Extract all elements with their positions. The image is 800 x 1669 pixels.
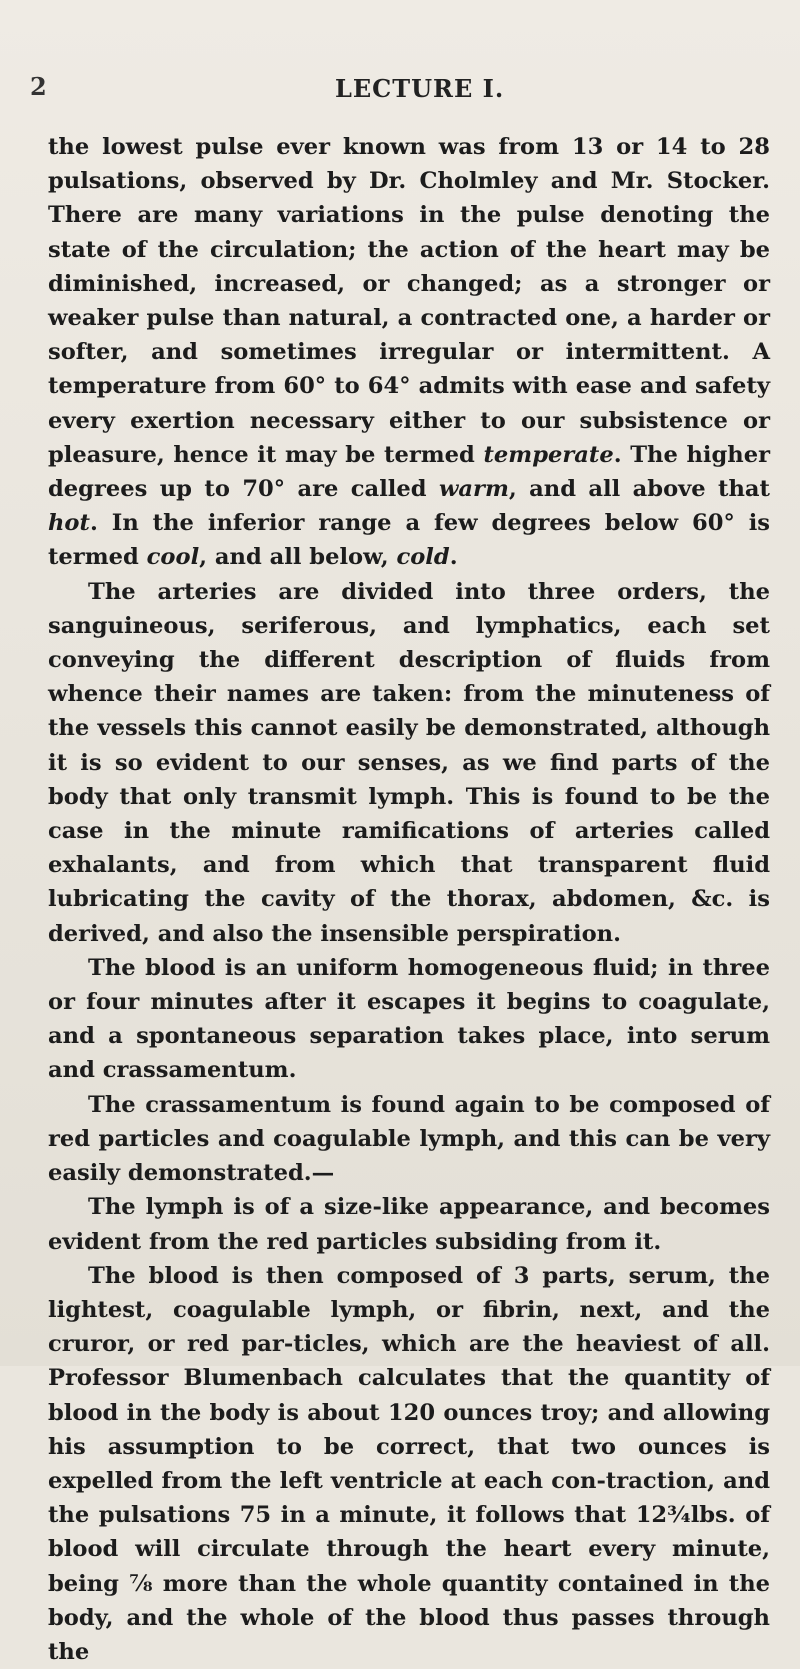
text-run: . [449,544,458,571]
italic-term: warm [438,476,509,503]
paragraph [48,1190,770,1258]
text-run: the lowest pulse ever known was from 13 or 14 to 28 pulsations, observed by Dr. Cholmley and Mr. Stocker. There are many variations in the pulse denoting the state of the circulation; the action of the heart may be diminished, increased, or changed; as a stronger or weaker pulse than natural, a contracted one, a harder or softer, and sometimes irregular or intermittent. A temperature from 60° to 64° admits with ease and safety every exertion necessary either to our subsistence or pleasure, hence it may be termed [48,134,770,468]
paragraph [48,130,770,575]
text-run: The lymph is of a size-like appearance, and becomes evident from the red particles subsiding from it. [48,1194,770,1255]
italic-term: hot [48,510,90,537]
text-run: The crassamentum is found again to be composed of red particles and coagulable lymph, and this can be very easily demonstrated.— [48,1091,770,1187]
paragraph [48,1088,770,1191]
text-run: , and all below, [199,544,397,571]
italic-term: temperate [483,441,614,468]
italic-term: cool [146,544,200,571]
paragraph [48,575,770,951]
text-run: . In the inferior range a few degrees below 60° is termed [48,510,770,571]
page-header [0,72,800,102]
paragraph [48,1259,770,1669]
italic-term: cold [396,544,450,571]
body-text [48,130,770,1669]
text-run: . The higher degrees up to 70° are called [48,441,771,503]
text-run: The blood is an uniform homogeneous fluid; in three or four minutes after it escapes it begins to coagulate, and a spontaneous separation takes place, into serum and crassamentum. [48,954,770,1084]
page-number: 2 [30,72,47,101]
text-run: , and all above that [508,476,770,503]
text-run: The blood is then composed of 3 parts, serum, the lightest, coagulable lymph, or fibrin, next, and the cruror, or red par-ticles, which are the heaviest of all. Professor Blumenbach calculates that the quantity of blood in the body is about 120 ounces troy; and allowing his assumption to be correct, that two ounces is expelled from the left ventricle at each con-traction, and the pulsations 75 in a minute, it follows that 12¾lbs. of blood will circulate through the heart every minute, being ⅞ more than the whole quantity contained in the body, and the whole of the blood thus passes through the [48,1262,770,1665]
text-run: The arteries are divided into three orders, the sanguineous, seriferous, and lymphatics, each set conveying the different description of fluids from whence their names are taken: from the minuteness of the vessels this cannot easily be demonstrated, although it is so evident to our senses, as we find parts of the body that only transmit lymph. This is found to be the case in the minute ramifications of arteries called exhalants, and from which that transparent fluid lubricating the cavity of the thorax, abdomen, &c. is derived, and also the insensible perspiration. [48,578,770,947]
running-head: LECTURE I. [335,74,505,103]
paragraph [48,951,770,1088]
